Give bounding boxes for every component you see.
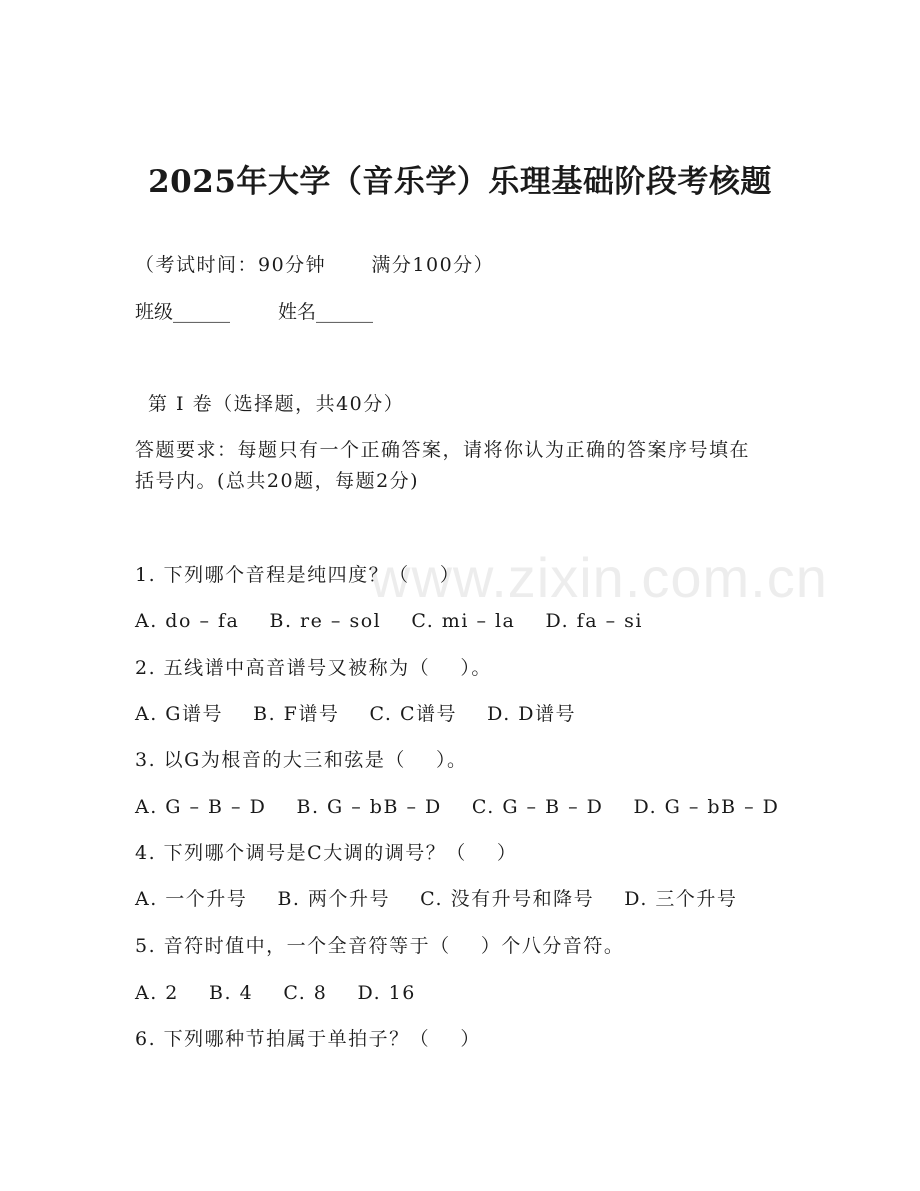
exam-info: （考试时间：90分钟 满分100分）: [135, 254, 495, 276]
question-4-options: A. 一个升号 B. 两个升号 C. 没有升号和降号 D. 三个升号: [135, 888, 738, 910]
watermark: www.zixin.com.cn: [370, 546, 828, 609]
question-5: 5. 音符时值中，一个全音符等于（ ）个八分音符。: [135, 935, 625, 957]
question-6: 6. 下列哪种节拍属于单拍子？（ ）: [135, 1028, 481, 1050]
name-field: 姓名______: [278, 301, 374, 323]
instructions-line-2: 括号内。(总共20题，每题2分): [135, 470, 420, 492]
exam-title: 2025年大学（音乐学）乐理基础阶段考核题: [148, 164, 772, 200]
question-1-options: A. do – fa B. re – sol C. mi – la D. fa – si: [135, 610, 643, 632]
question-5-options: A. 2 B. 4 C. 8 D. 16: [135, 982, 416, 1004]
question-2-options: A. G谱号 B. F谱号 C. C谱号 D. D谱号: [135, 703, 577, 725]
section-title: 第 I 卷（选择题，共40分）: [148, 393, 405, 415]
question-3: 3. 以G为根音的大三和弦是（ ）。: [135, 749, 468, 771]
question-4: 4. 下列哪个调号是C大调的调号？（ ）: [135, 842, 518, 864]
question-1: 1. 下列哪个音程是纯四度？（ ）: [135, 564, 461, 586]
student-info: [135, 300, 373, 324]
question-3-options: A. G – B – D B. G – bB – D C. G – B – D D. G – bB – D: [135, 796, 780, 818]
class-field: 班级______: [135, 301, 231, 323]
question-2: 2. 五线谱中高音谱号又被称为（ ）。: [135, 657, 492, 679]
instructions-line-1: 答题要求：每题只有一个正确答案，请将你认为正确的答案序号填在: [135, 439, 751, 461]
